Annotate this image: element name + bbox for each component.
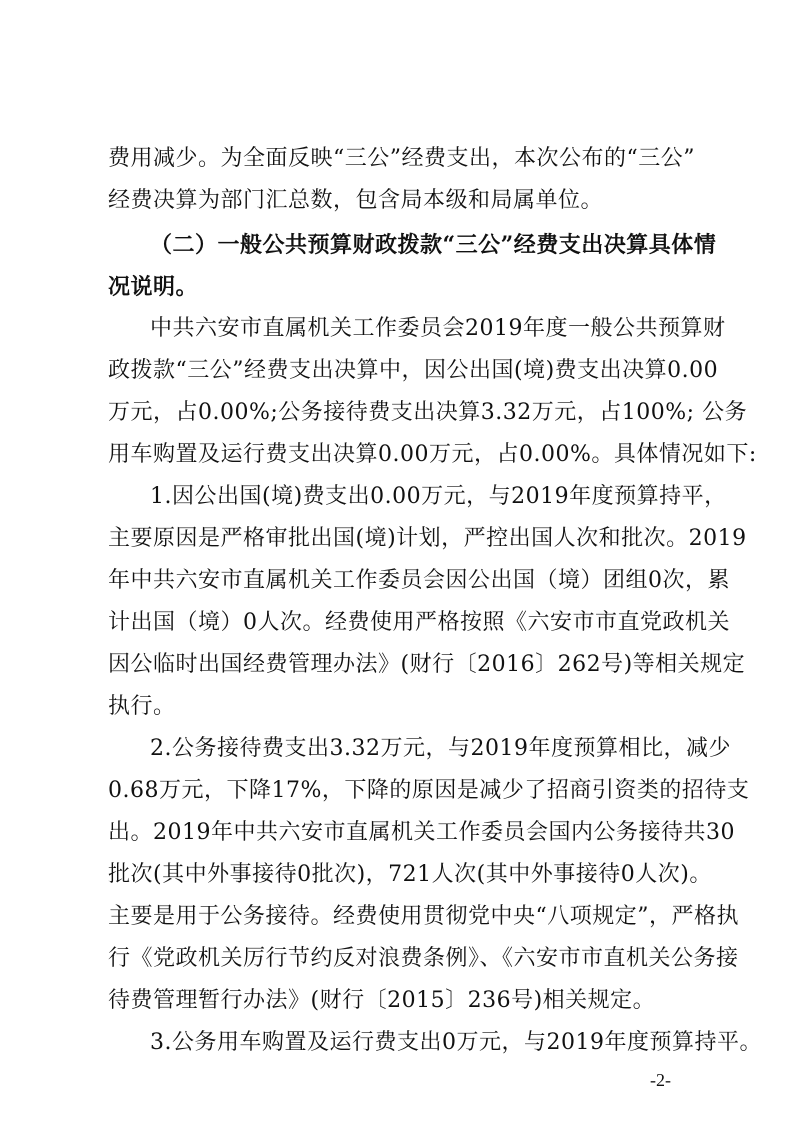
summary-paragraph-line: 中共六安市直属机关工作委员会2019年度一般公共预算财: [150, 316, 726, 341]
item-2-line: 0.68万元，下降17%，下降的原因是减少了招商引资类的招待支: [108, 778, 750, 803]
item-1-line: 计出国（境）0人次。经费使用严格按照《六安市市直党政机关: [108, 610, 730, 635]
section-heading-line: （二）一般公共预算财政拨款“三公”经费支出决算具体情: [150, 232, 717, 258]
item-1-line: 1.因公出国(境)费支出0.00万元，与2019年度预算持平，: [150, 484, 727, 509]
intro-paragraph-line: 经费决算为部门汇总数，包含局本级和局属单位。: [108, 188, 604, 213]
item-2-line: 待费管理暂行办法》(财行〔2015〕236号)相关规定。: [108, 988, 656, 1013]
item-2-line: 出。2019年中共六安市直属机关工作委员会国内公务接待共30: [108, 820, 735, 845]
item-2-line: 行《党政机关厉行节约反对浪费条例》、《六安市市直机关公务接: [108, 946, 739, 971]
item-1-line: 执行。: [108, 694, 176, 719]
item-2-line: 2.公务接待费支出3.32万元，与2019年度预算相比，减少: [150, 736, 731, 761]
item-1-line: 主要原因是严格审批出国(境)计划，严控出国人次和批次。2019: [108, 526, 747, 551]
summary-paragraph-line: 政拨款“三公”经费支出决算中，因公出国(境)费支出决算0.00: [108, 358, 719, 383]
section-heading-line: 况说明。: [108, 274, 199, 300]
item-1-line: 因公临时出国经费管理办法》(财行〔2016〕262号)等相关规定: [108, 652, 746, 677]
intro-paragraph-line: 费用减少。为全面反映“三公”经费支出，本次公布的“三公”: [108, 146, 695, 171]
summary-paragraph-line: 用车购置及运行费支出决算0.00万元，占0.00%。具体情况如下:: [108, 442, 757, 467]
page-number: -2-: [650, 1070, 671, 1090]
summary-paragraph-line: 万元，占0.00%;公务接待费支出决算3.32万元，占100%; 公务: [108, 400, 748, 425]
item-3-line: 3.公务用车购置及运行费支出0万元，与2019年度预算持平。: [150, 1030, 762, 1055]
item-2-line: 批次(其中外事接待0批次)，721人次(其中外事接待0人次)。: [108, 862, 712, 887]
item-1-line: 年中共六安市直属机关工作委员会因公出国（境）团组0次，累: [108, 568, 730, 593]
item-2-line: 主要是用于公务接待。经费使用贯彻党中央“八项规定”，严格执: [108, 904, 739, 929]
